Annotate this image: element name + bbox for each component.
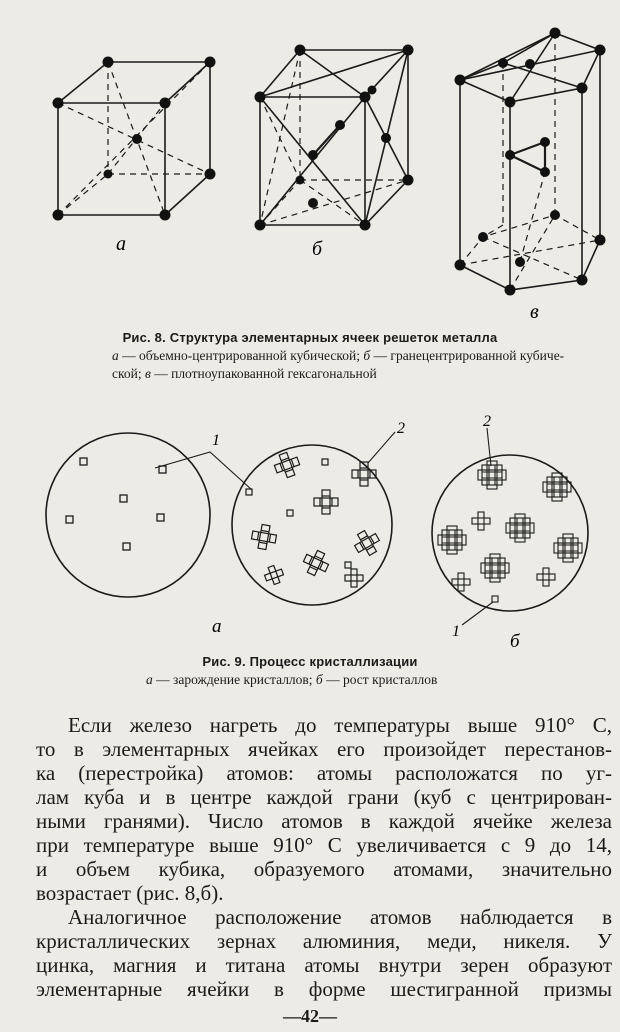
body-line: при температуре выше 910° С увеличивается с 9 до 14, [36,833,612,857]
page-number: —42— [283,1006,337,1026]
body-line: и объем кубика, образуемого атомами, значительно [36,857,612,881]
callout-2b: 2 [483,413,491,430]
callout-1: 1 [212,432,220,449]
fig8-label-a: а [116,233,126,255]
figure-9-crystallization [0,400,620,660]
body-line: кристаллических зернах алюминия, меди, никеля. У [36,929,612,953]
callout-1b: 1 [452,623,460,640]
callout-2: 2 [397,420,405,437]
fig9-label-a: а [212,616,222,637]
figure-8-caption-title: Рис. 8. Структура элементарных ячеек решеток металла [122,330,498,345]
fig8-label-c: в [530,301,539,323]
figure-8-caption-line1: а — объемно-центрированной кубической; б — гранецентрированной кубиче- [112,348,565,363]
figure-9-caption-title: Рис. 9. Процесс кристаллизации [202,654,418,669]
body-line: элементарные ячейки в форме шестигранной призмы [36,977,612,1001]
body-line: ными гранями). Число атомов в каждой ячейке железа [36,809,612,833]
body-line: возрастает (рис. 8,б). [36,881,224,905]
body-line: то в элементарных ячейках его произойдет перестанов- [36,737,612,761]
body-line: лам куба и в центре каждой грани (куб с центрирован- [36,785,612,809]
figure-8-unit-cells [0,0,620,330]
fig9-label-b: б [510,631,520,652]
hcp-prism-diagram [460,33,600,290]
figure-8-caption-line2: ской; в — плотноупакованной гексагональной [112,366,377,381]
body-line: Если железо нагреть до температуры выше 910° С, [68,713,612,737]
fig8-label-b: б [312,238,323,260]
figure-9-caption-line: а — зарождение кристаллов; б — рост кристаллов [146,672,438,687]
nucleation-circle [46,433,210,597]
body-line: Аналогичное расположение атомов наблюдается в [68,905,612,929]
body-line: цинка, магния и титана атомы внутри зерен образуют [36,953,612,977]
body-line: ка (перестройка) атомов: атомы расположатся по уг- [36,761,612,785]
